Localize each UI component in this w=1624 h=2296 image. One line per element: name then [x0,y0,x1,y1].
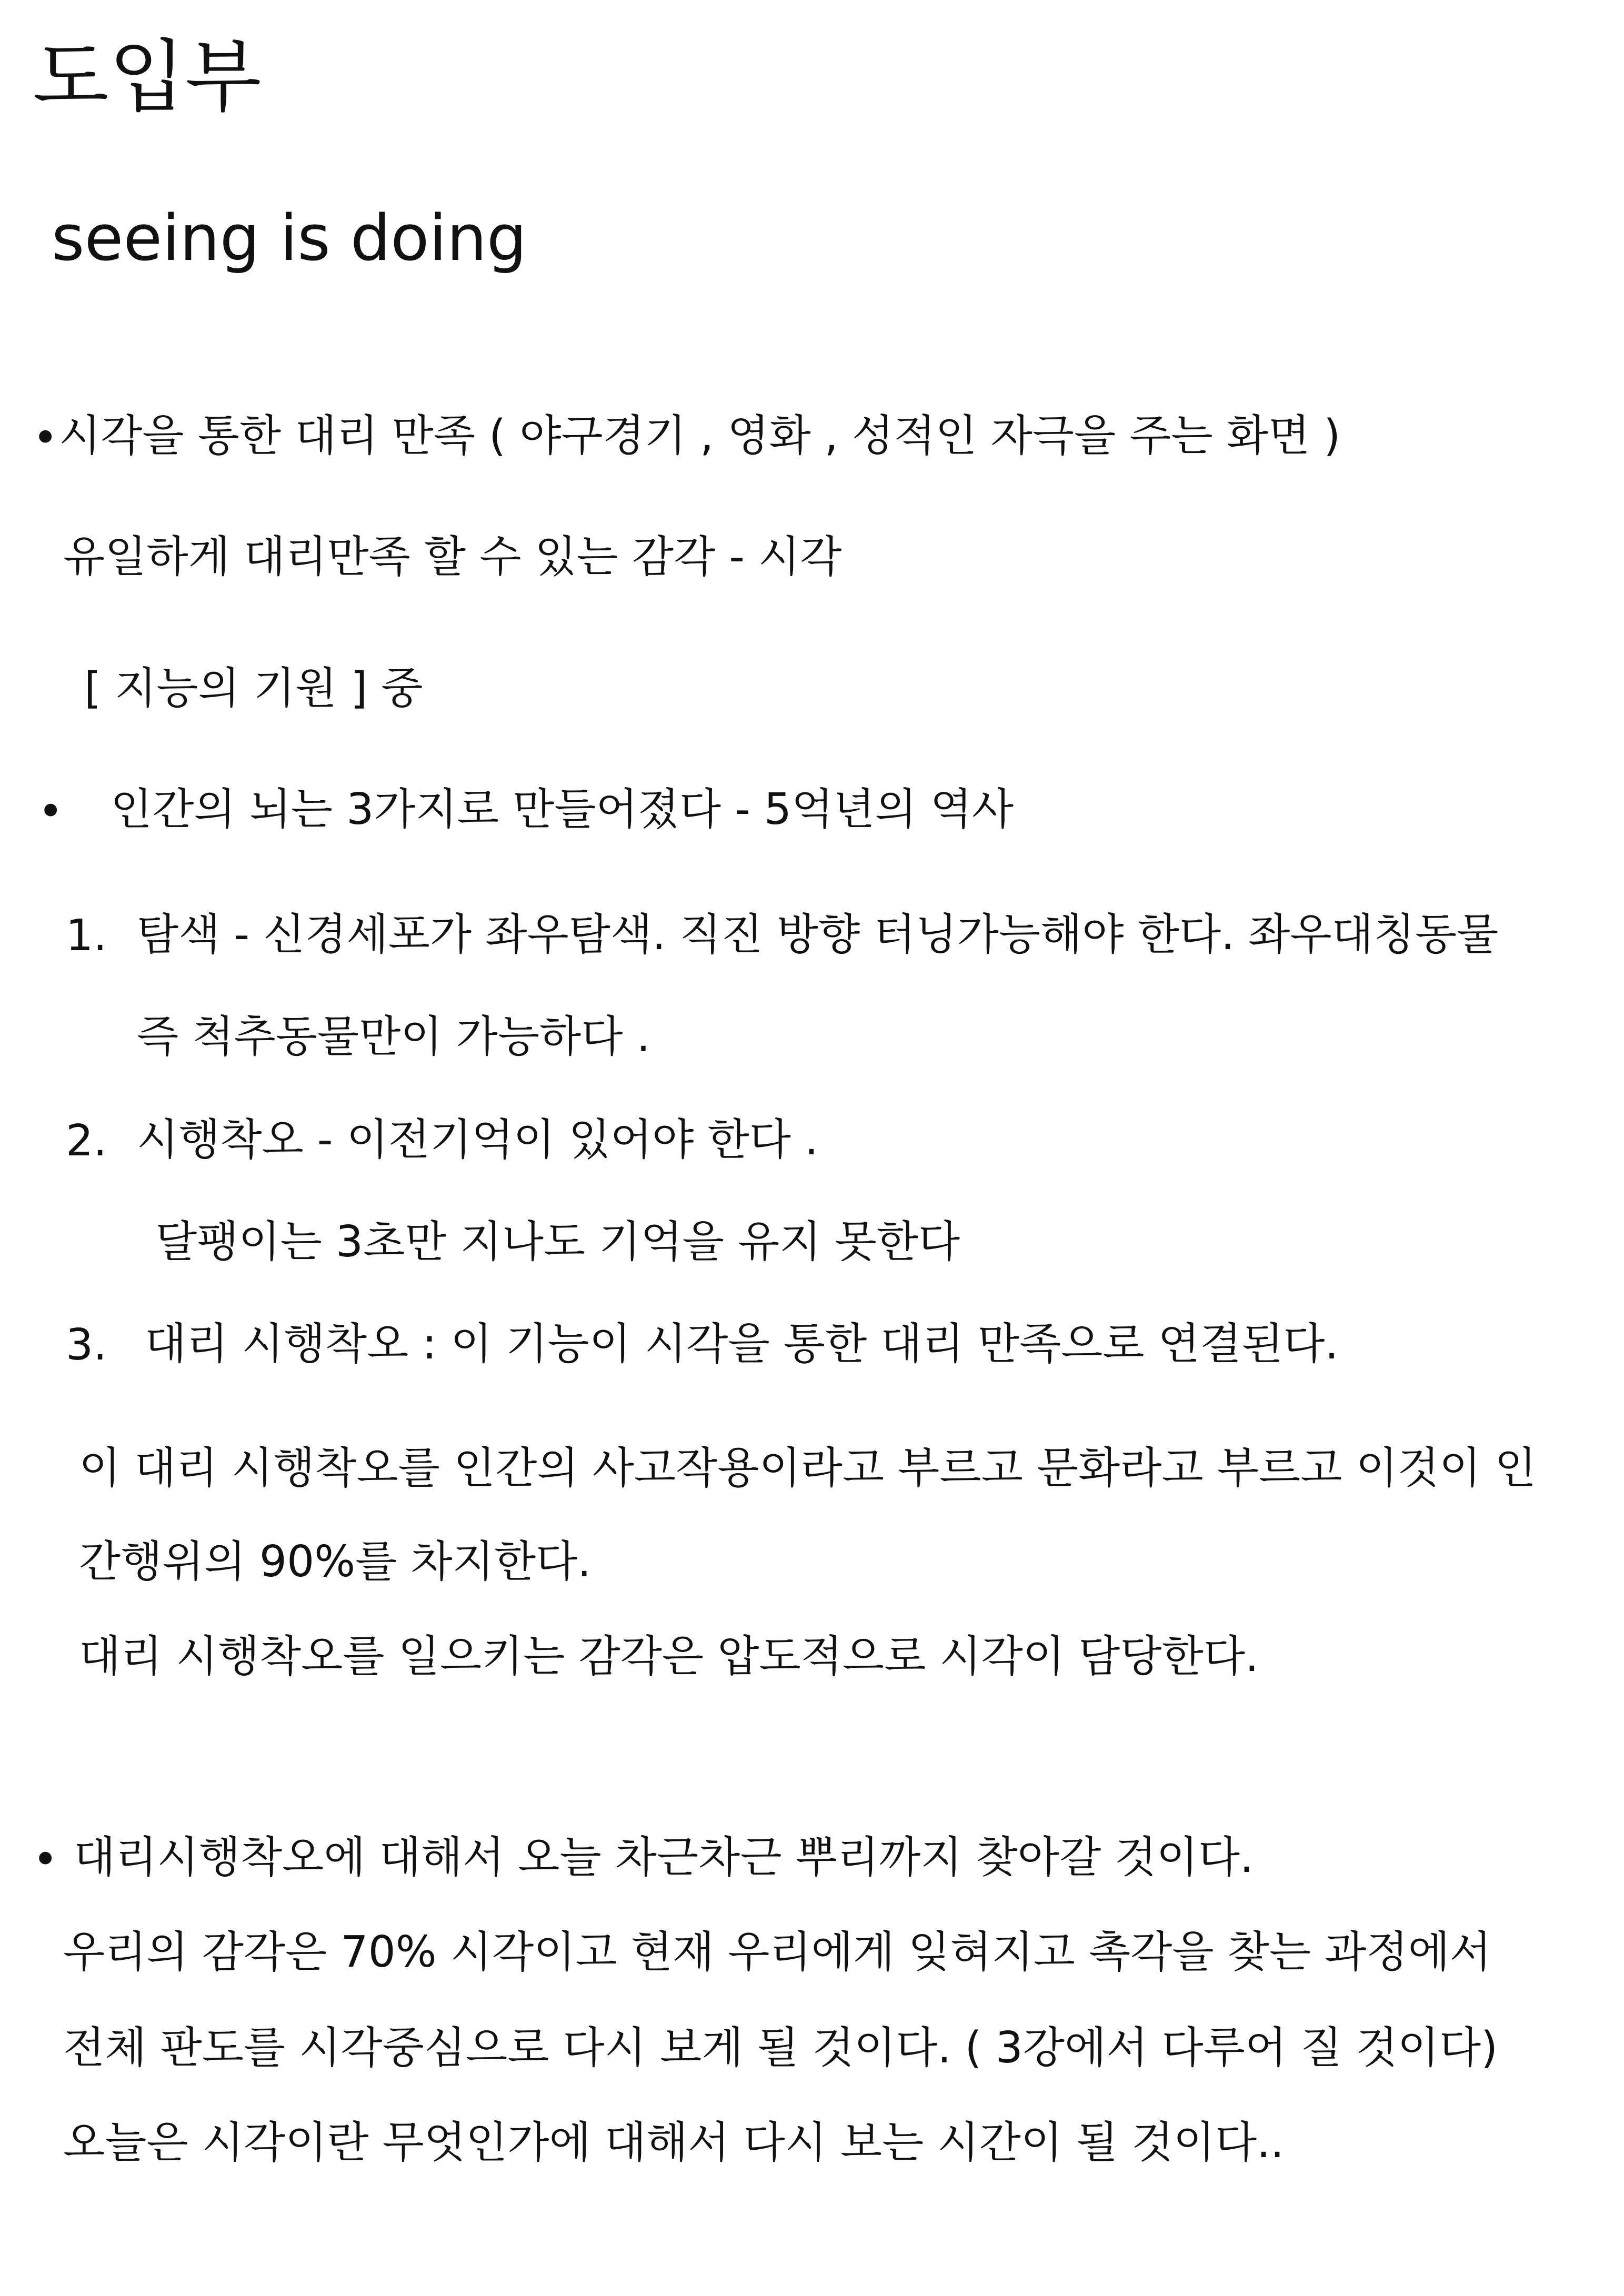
list-item-number: 2. [66,1116,107,1166]
section1-line2: 유일하게 대리만족 할 수 있는 감각 - 시각 [63,532,842,582]
page-title: 도입부 [33,32,262,123]
section2-paragraph-line3: 대리 시행착오를 일으키는 감각은 압도적으로 시각이 담당한다. [79,1632,1259,1681]
list-item-text: 즉 척추동물만이 가능하다 . [137,1012,650,1062]
section3-bullet-text: 대리시행착오에 대해서 오늘 차근차근 뿌리까지 찾아갈 것이다. [74,1832,1254,1882]
section2-bullet-text: 인간의 뇌는 3가지로 만들어졌다 - 5억년의 역사 [111,784,1014,834]
section3-line4: 오늘은 시각이란 무엇인가에 대해서 다시 보는 시간이 될 것이다.. [63,2118,1285,2168]
list-item-text: 탐색 - 신경세포가 좌우탐색. 직진 방향 터닝가능해야 한다. 좌우대칭동물 [137,910,1499,960]
page-subtitle: seeing is doing [52,202,527,275]
section3-line2: 우리의 감각은 70% 시각이고 현재 우리에게 잊혀지고 촉각을 찾는 과정에서 [63,1927,1491,1977]
list-item-number: 3. [66,1320,107,1370]
list-item-text: 대리 시행착오 : 이 기능이 시각을 통한 대리 만족으로 연결된다. [145,1319,1339,1369]
section1-line3: [ 지능의 기원 ] 중 [84,663,423,713]
section2-paragraph-line2: 간행위의 90%를 차지한다. [79,1537,592,1587]
bullet-marker: • [33,413,58,463]
bullet-marker: • [38,787,64,837]
list-item-number: 1. [66,911,107,961]
list-item-text: 달팽이는 3초만 지나도 기억을 유지 못한다 [155,1217,960,1267]
section2-paragraph-line1: 이 대리 시행착오를 인간의 사고작용이라고 부르고 문화라고 부르고 이것이 인 [79,1443,1537,1493]
section1-bullet-text: 시각을 통한 대리 만족 ( 야구경기 , 영화 , 성적인 자극을 주는 화면 ) [59,411,1341,461]
list-item-text: 시행착오 - 이전기억이 있어야 한다 . [137,1115,818,1165]
section3-line3: 전체 판도를 시각중심으로 다시 보게 될 것이다. ( 3강에서 다루어 질 것이다) [63,2023,1498,2073]
bullet-marker: • [33,1835,58,1885]
